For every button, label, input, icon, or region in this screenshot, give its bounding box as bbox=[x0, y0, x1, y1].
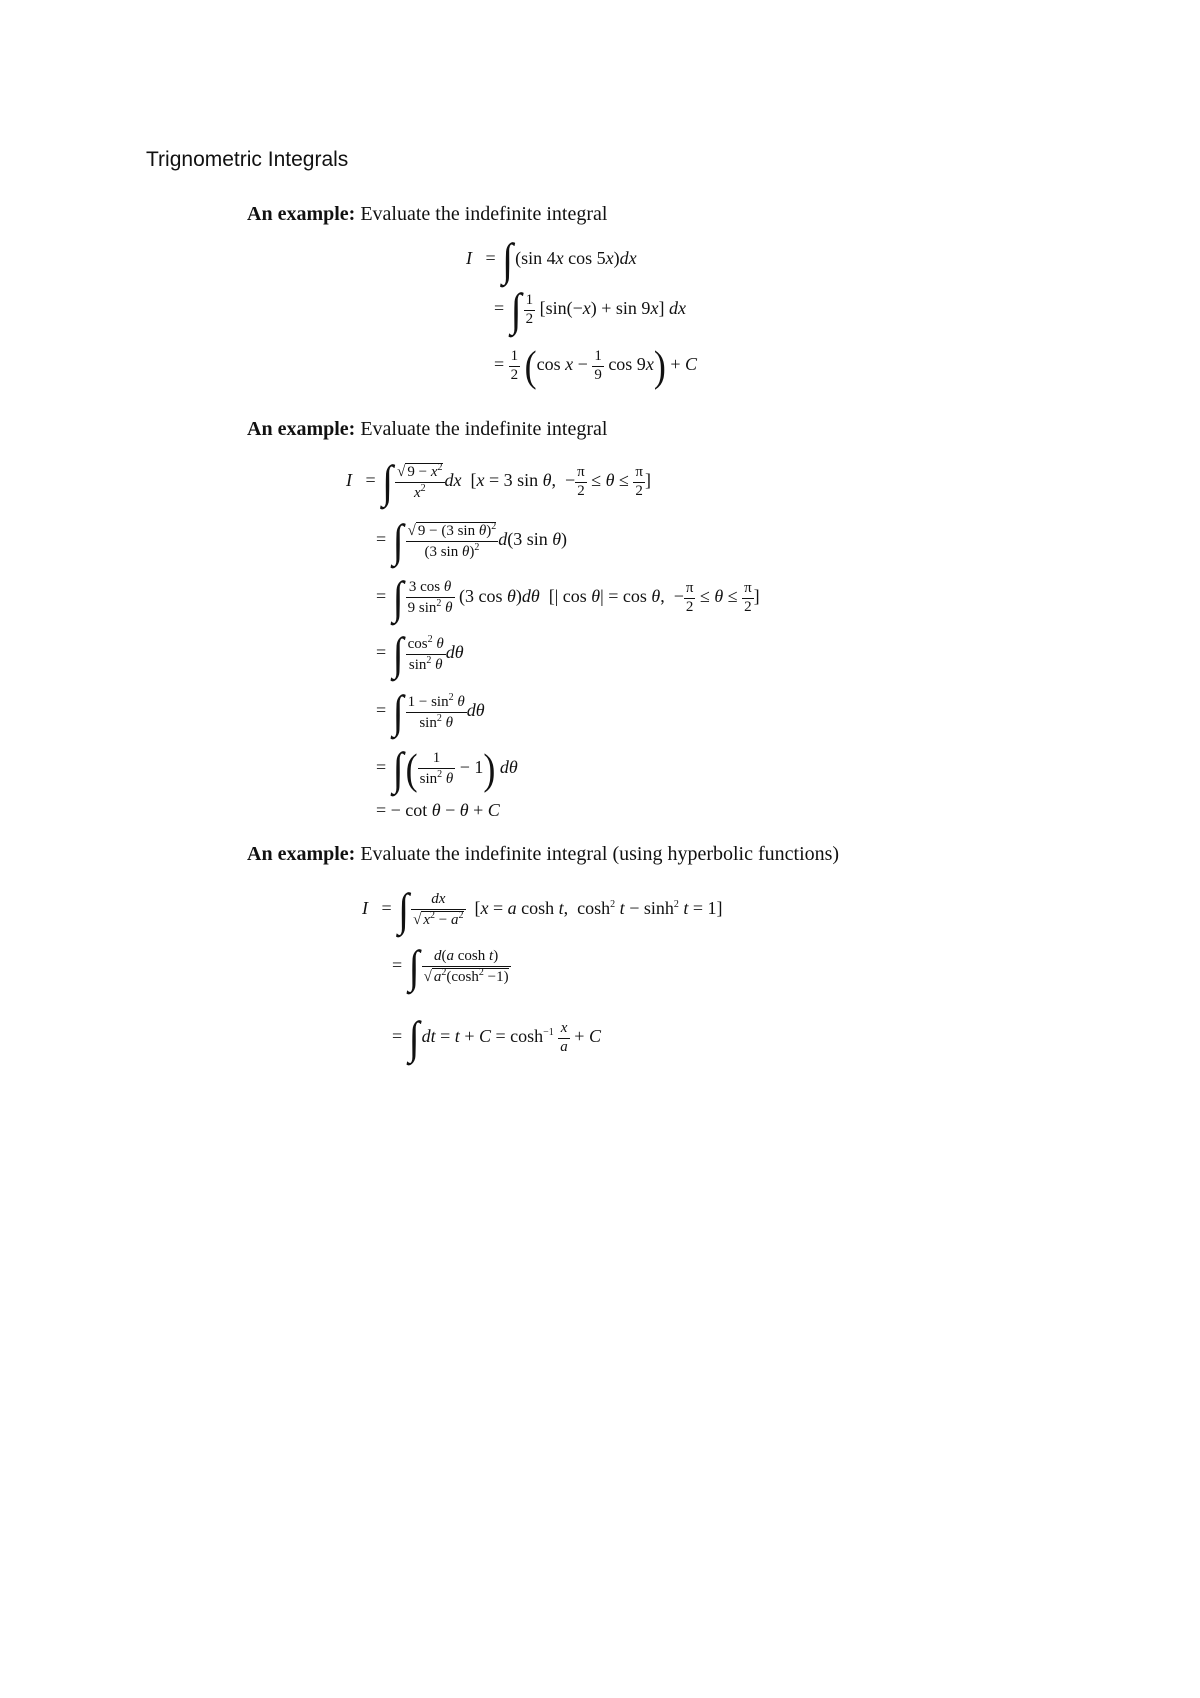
equation-line: = ∫ dt = $t + C = \cosh^{-1}$ $\frac{x}{a}$ + C bbox=[392, 1011, 601, 1064]
equation-line: = ∫ $\frac{\text{3 cos θ}}{9 \sin^2 \theta}$ (3 cos θ)dθ [| cos θ| = cos θ, − $\frac{\pi}{2}$ ≤ θ ≤ $\frac{\pi}{2}$ ] bbox=[376, 571, 760, 624]
example-1-heading bbox=[247, 203, 607, 226]
equation-line: = ∫ $\frac{√ 9 - (3 \sin \theta)^2}{(3 \sin \theta)^2}$ d(3 sin θ) bbox=[376, 514, 568, 567]
example-instruction: Evaluate the indefinite integral bbox=[360, 418, 608, 440]
equation-line: = ∫ $\frac{1}{2}$ [sin(−x) + sin 9x] dx bbox=[494, 283, 686, 336]
equation-line: I = ∫ $\frac{√ 9 - x^2}{x^2}$ dx [x = 3 sin θ, − $\frac{\pi}{2}$ ≤ θ ≤ $\frac{\pi}{2}$ ] bbox=[346, 455, 651, 508]
example-label: An example: bbox=[247, 418, 356, 440]
example-instruction: Evaluate the indefinite integral bbox=[360, 203, 608, 225]
equation-line: = ∫ $\frac{1 - \sin^2 \theta}{\sin^2 \theta}$ dθ bbox=[376, 685, 485, 738]
document-title: Trignometric Integrals bbox=[146, 148, 349, 171]
example-instruction: Evaluate the indefinite integral (using hyperbolic functions) bbox=[360, 843, 840, 865]
example-3-heading bbox=[247, 843, 839, 866]
equation-line: = $\frac{1}{2}$ (cos x − $\frac{1}{9}$ cos 9x) + C bbox=[494, 342, 697, 390]
equation-line: I = ∫ $\frac{dx}{√ x^2 - a^2}$ [x = a cosh t, $\cosh^2 t - \sinh^2 t = 1$] bbox=[362, 883, 723, 936]
example-label: An example: bbox=[247, 843, 356, 865]
equation-line: = ∫ $\frac{\text{d(a cosh t)}}{√ a^2(\cosh^2 -1)}$ bbox=[392, 940, 509, 993]
equation-line: I = ∫ (sin 4x cos 5x)dx bbox=[466, 233, 637, 286]
equation-line: = ∫( $\frac{1}{\sin^2 \theta}$ − 1) dθ bbox=[376, 742, 518, 795]
example-label: An example: bbox=[247, 203, 356, 225]
equation-line: = − cot θ − θ + C bbox=[376, 800, 500, 820]
example-2-heading bbox=[247, 418, 607, 441]
equation-line: = ∫ $\frac{\cos^2 \theta}{\sin^2 \theta}$ dθ bbox=[376, 627, 464, 680]
